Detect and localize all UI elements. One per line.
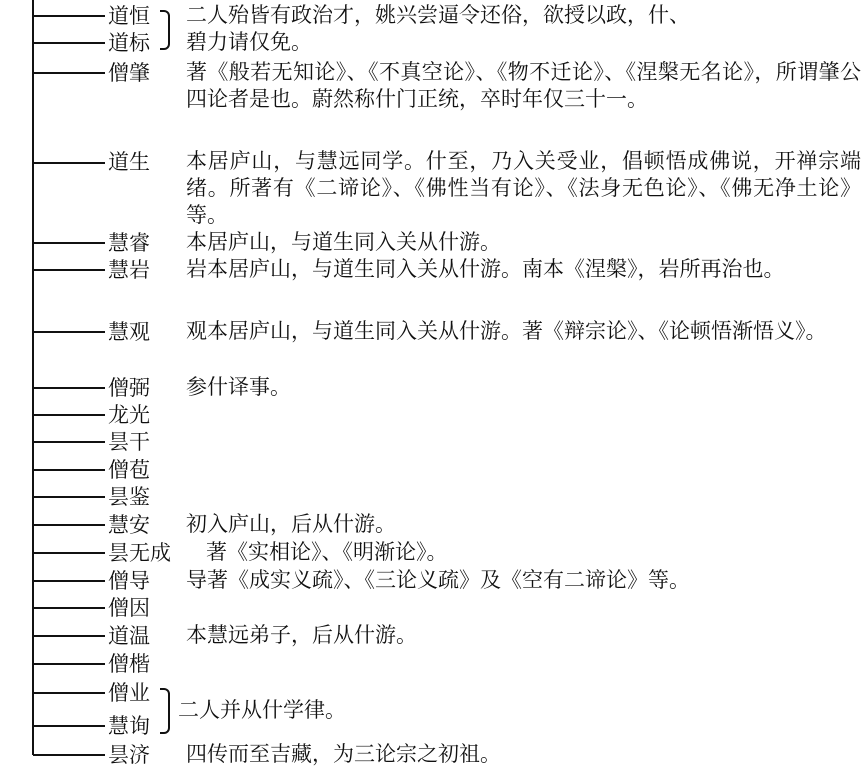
branch-line: [33, 269, 105, 271]
branch-line: [33, 242, 105, 244]
entry-name: 慧询: [108, 714, 150, 738]
branch-line: [33, 754, 105, 756]
entry-description: 本居庐山，与慧远同学。什至，乃入关受业，倡顿悟成佛说，开禅宗端绪。所著有《二谛论》、《佛性当有论》、《法身无色论》、《佛无净土论》等。: [186, 149, 861, 227]
branch-line: [33, 607, 105, 609]
group-description-line2: 碧力请仅免。: [186, 30, 312, 54]
entry-name: 慧观: [108, 320, 150, 344]
branch-line: [33, 580, 105, 582]
entry-name: 昙无成: [108, 541, 171, 565]
entry-description: 本居庐山，与道生同入关从什游。: [186, 230, 501, 254]
entry-name: 僧肇: [108, 61, 150, 85]
entry-description: 导著《成实义疏》、《三论义疏》及《空有二谛论》等。: [186, 568, 690, 592]
entry-name: 僧导: [108, 569, 150, 593]
entry-description: 著《实相论》、《明渐论》。: [206, 540, 448, 564]
branch-line: [33, 496, 105, 498]
entry-name: 慧睿: [108, 231, 150, 255]
group-brace: [160, 688, 170, 734]
entry-description: 观本居庐山，与道生同入关从什游。著《辩宗论》、《论顿悟渐悟义》。: [186, 319, 827, 343]
entry-name: 僧因: [108, 596, 150, 620]
entry-description: 本慧远弟子，后从什游。: [186, 623, 417, 647]
branch-line: [33, 469, 105, 471]
entry-name: 慧安: [108, 513, 150, 537]
entry-name: 道温: [108, 624, 150, 648]
entry-name: 道标: [108, 31, 150, 55]
branch-line: [33, 162, 105, 164]
entry-name: 僧楷: [108, 652, 150, 676]
branch-line: [33, 692, 105, 694]
entry-description: 岩本居庐山，与道生同入关从什游。南本《涅槃》，岩所再治也。: [186, 257, 785, 281]
branch-line: [33, 725, 105, 727]
trunk-line: [32, 0, 34, 755]
entry-name: 僧苞: [108, 458, 150, 482]
entry-name: 昙鉴: [108, 485, 150, 509]
entry-description: 初入庐山，后从什游。: [186, 512, 396, 536]
group-description: 二人并从什学律。: [178, 698, 346, 722]
group-brace: [160, 10, 170, 50]
branch-line: [33, 524, 105, 526]
branch-line: [33, 635, 105, 637]
branch-line: [33, 42, 105, 44]
entry-name: 慧岩: [108, 258, 150, 282]
branch-line: [33, 663, 105, 665]
entry-name: 昙济: [108, 743, 150, 767]
branch-line: [33, 387, 105, 389]
entry-name: 道生: [108, 150, 150, 174]
branch-line: [33, 441, 105, 443]
branch-line: [33, 331, 105, 333]
branch-line: [33, 414, 105, 416]
entry-name: 僧业: [108, 681, 150, 705]
entry-name: 昙干: [108, 430, 150, 454]
branch-line: [33, 552, 105, 554]
entry-description: 参什译事。: [186, 375, 291, 399]
branch-line: [33, 72, 105, 74]
entry-description: 四传而至吉藏，为三论宗之初祖。: [186, 742, 501, 766]
entry-name: 僧弼: [108, 376, 150, 400]
entry-description: 著《般若无知论》、《不真空论》、《物不迁论》、《涅槃无名论》，所谓肇公四论者是也。蔚然称什门正统，卒时年仅三十一。: [186, 60, 861, 111]
entry-name: 道恒: [108, 4, 150, 28]
branch-line: [33, 15, 105, 17]
group-description-line1: 二人殆皆有政治才，姚兴尝逼令还俗，欲授以政，什、: [186, 3, 690, 27]
entry-name: 龙光: [108, 403, 150, 427]
